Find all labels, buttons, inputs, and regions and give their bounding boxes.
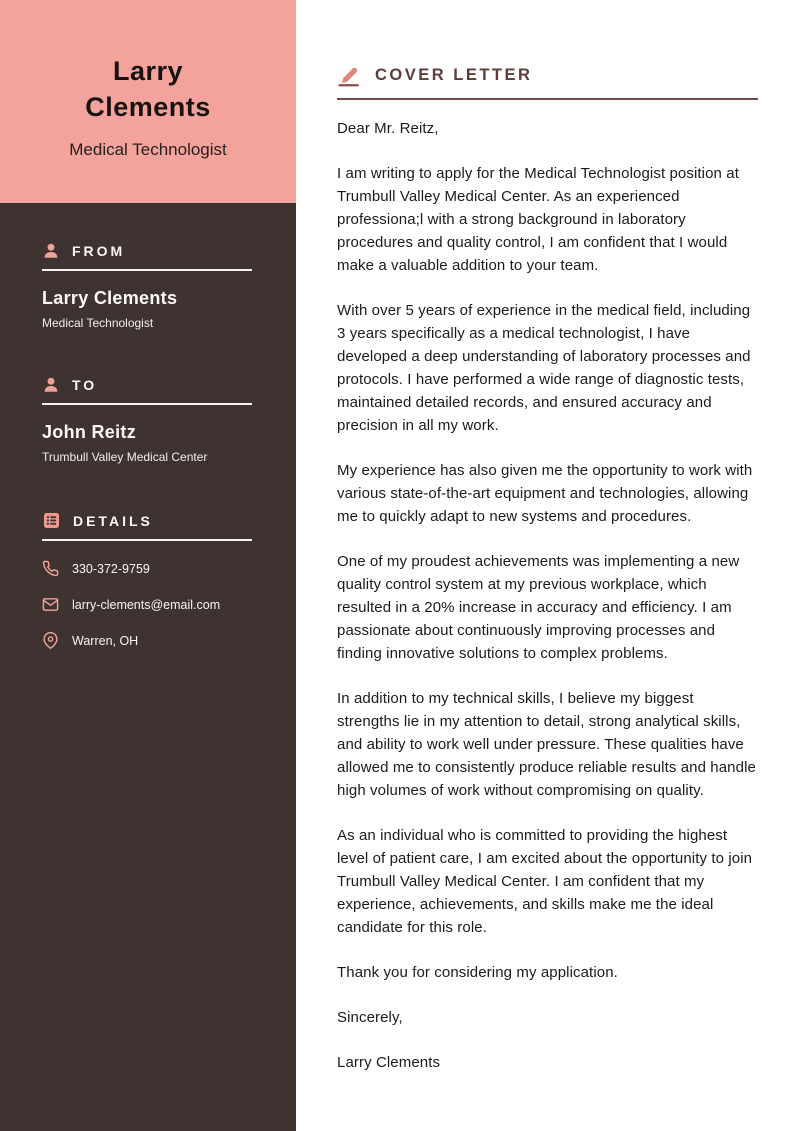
person-icon (42, 242, 60, 260)
details-label: DETAILS (73, 512, 153, 529)
location-value: Warren, OH (72, 633, 139, 648)
to-subtitle: Trumbull Valley Medical Center (42, 450, 208, 464)
paragraph-2: With over 5 years of experience in the medical field, including 3 years specifically as a medical technologist, I have developed a deep understanding of laboratory processes and protocols. I have performed a wide range of diagnostic tests, maintained detailed records, and ensured accuracy and precision in all my work. (337, 302, 751, 434)
thanks-line: Thank you for considering my application. (337, 964, 618, 981)
person-role: Medical Technologist (69, 140, 227, 159)
identity-header (0, 0, 296, 203)
pencil-icon (337, 62, 362, 88)
phone-row (42, 560, 252, 577)
details-section (42, 511, 252, 649)
phone-icon (42, 560, 59, 577)
signoff-line: Sincerely, (337, 1009, 403, 1026)
sidebar (0, 0, 296, 1131)
from-label: FROM (72, 243, 126, 259)
paragraph-6: As an individual who is committed to providing the highest level of patient care, I am excited about the opportunity to join Trumbull Valley Medical Center. I am confident that my experience, achievements, and skills make me the ideal candidate for this role. (337, 827, 753, 936)
location-pin-icon (42, 632, 59, 649)
letter-body (337, 117, 758, 1074)
paragraph-5: In addition to my technical skills, I believe my biggest strengths lie in my attention to detail, strong analytical skills, and ability to work well under pressure. These qualities have allowed me to consistently produce reliable results and handle high volumes of work without compromising on quality. (337, 690, 756, 799)
email-row (42, 596, 252, 613)
to-section (42, 376, 252, 464)
person-icon (42, 376, 60, 394)
list-icon (42, 511, 61, 530)
location-row (42, 632, 252, 649)
paragraph-1: I am writing to apply for the Medical Technologist position at Trumbull Valley Medical Center. As an experienced professiona;l with a strong background in laboratory procedures and quality control, I am confident that I would make a valuable addition to your team. (337, 165, 739, 274)
from-section (42, 242, 252, 330)
person-name: Larry Clements (85, 56, 211, 122)
paragraph-4: One of my proudest achievements was implementing a new quality control system at my previous workplace, which resulted in a 20% increase in accuracy and efficiency. I am passionate about continuously improving processes and finding innovative solutions to complex problems. (337, 553, 740, 662)
details-heading (42, 511, 252, 541)
letter-main (296, 0, 800, 1131)
to-name: John Reitz (42, 422, 137, 442)
to-heading (42, 376, 252, 405)
to-label: TO (72, 377, 98, 393)
envelope-icon (42, 596, 59, 613)
from-subtitle: Medical Technologist (42, 316, 154, 330)
paragraph-3: My experience has also given me the opportunity to work with various state-of-the-art equipment and technologies, allowing me to quickly adapt to new systems and procedures. (337, 462, 753, 525)
email-value: larry-clements@email.com (72, 597, 221, 612)
salutation: Dear Mr. Reitz, (337, 120, 439, 137)
phone-value: 330-372-9759 (72, 561, 150, 576)
from-name: Larry Clements (42, 288, 178, 308)
section-title: COVER LETTER (375, 65, 533, 84)
from-heading (42, 242, 252, 271)
cover-letter-heading (337, 62, 758, 100)
signature-line: Larry Clements (337, 1054, 441, 1071)
